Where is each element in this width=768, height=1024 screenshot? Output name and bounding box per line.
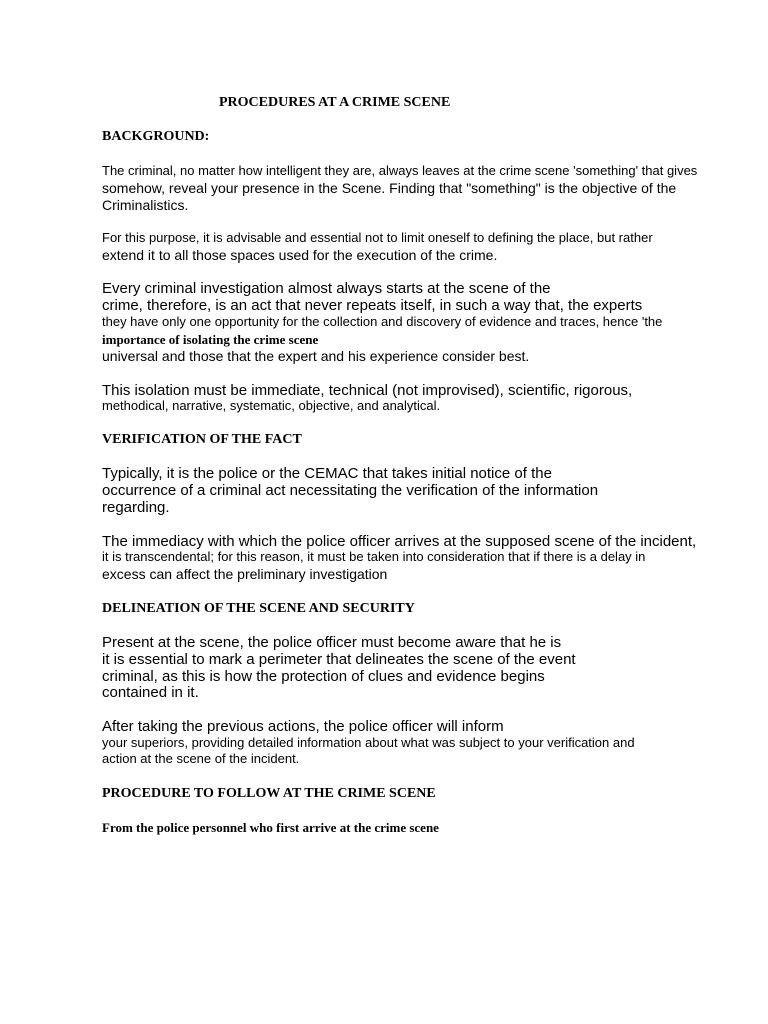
- background-p1-line1: The criminal, no matter how intelligent they are, always leaves at the crime scene 'something' that gives: [102, 163, 698, 178]
- section-heading-background: BACKGROUND:: [102, 129, 210, 144]
- verification-p2-line2: it is transcendental; for this reason, it must be taken into consideration that if there is a delay in: [102, 549, 646, 564]
- verification-p2-line3: excess can affect the preliminary investigation: [102, 566, 388, 582]
- verification-p2-line1: The immediacy with which the police officer arrives at the supposed scene of the incident,: [102, 533, 697, 550]
- procedure-subheading: From the police personnel who first arrive at the crime scene: [102, 820, 439, 835]
- background-p4-line1: This isolation must be immediate, technical (not improvised), scientific, rigorous,: [102, 382, 633, 399]
- delineation-p1-line3: criminal, as this is how the protection of clues and evidence begins: [102, 668, 545, 685]
- background-p3-line4: importance of isolating the crime scene: [102, 332, 319, 347]
- delineation-p1-line1: Present at the scene, the police officer must become aware that he is: [102, 634, 562, 651]
- background-p3-line2: crime, therefore, is an act that never repeats itself, in such a way that, the experts: [102, 297, 643, 314]
- background-p4-line2: methodical, narrative, systematic, objective, and analytical.: [102, 398, 441, 413]
- delineation-p1-line2: it is essential to mark a perimeter that delineates the scene of the event: [102, 651, 576, 668]
- background-p2-line1: For this purpose, it is advisable and essential not to limit oneself to defining the place, but rather: [102, 230, 653, 245]
- background-p3-line5: universal and those that the expert and his experience consider best.: [102, 348, 530, 364]
- section-heading-verification: VERIFICATION OF THE FACT: [102, 432, 302, 447]
- delineation-p2-line1: After taking the previous actions, the police officer will inform: [102, 718, 504, 735]
- background-p1-line3: Criminalistics.: [102, 197, 189, 213]
- verification-p1-line3: regarding.: [102, 499, 170, 516]
- delineation-p2-line2: your superiors, providing detailed information about what was subject to your verification and: [102, 735, 635, 750]
- page-title: PROCEDURES AT A CRIME SCENE: [219, 95, 451, 110]
- background-p3-line3: they have only one opportunity for the collection and discovery of evidence and traces, hence 'the: [102, 314, 663, 329]
- verification-p1-line2: occurrence of a criminal act necessitating the verification of the information: [102, 482, 599, 499]
- section-heading-delineation: DELINEATION OF THE SCENE AND SECURITY: [102, 601, 415, 616]
- verification-p1-line1: Typically, it is the police or the CEMAC that takes initial notice of the: [102, 465, 552, 482]
- delineation-p2-line3: action at the scene of the incident.: [102, 751, 300, 766]
- section-heading-procedure: PROCEDURE TO FOLLOW AT THE CRIME SCENE: [102, 786, 436, 801]
- delineation-p1-line4: contained in it.: [102, 684, 199, 701]
- background-p1-line2: somehow, reveal your presence in the Scene. Finding that "something" is the objective of the: [102, 180, 677, 196]
- background-p2-line2: extend it to all those spaces used for the execution of the crime.: [102, 247, 498, 263]
- background-p3-line1: Every criminal investigation almost always starts at the scene of the: [102, 280, 551, 297]
